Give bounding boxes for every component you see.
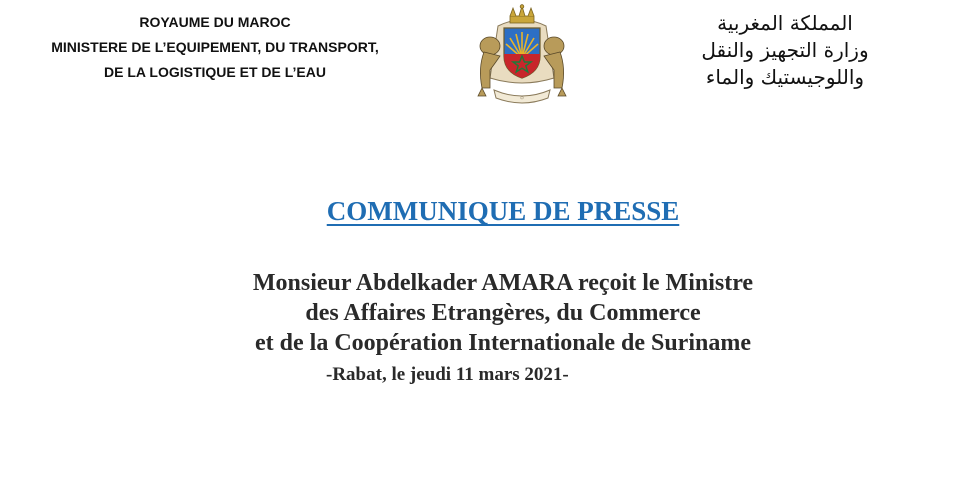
kingdom-name-fr: ROYAUME DU MAROC <box>139 14 291 30</box>
dateline: -Rabat, le jeudi 11 mars 2021- <box>326 364 569 385</box>
subtitle-line3: et de la Coopération Internationale de Suriname <box>255 330 751 356</box>
press-release-title: COMMUNIQUE DE PRESSE <box>326 196 680 226</box>
ministry-name-fr-line1: MINISTERE DE L’EQUIPEMENT, DU TRANSPORT, <box>51 39 379 55</box>
ministry-header-french <box>20 10 410 85</box>
svg-text:۞: ۞ <box>520 94 524 101</box>
coat-of-arms-icon <box>468 4 576 106</box>
subtitle-line2: des Affaires Etrangères, du Commerce <box>305 300 701 326</box>
press-release-subtitle <box>0 268 960 358</box>
ministry-header-arabic <box>640 10 930 91</box>
ministry-name-ar-line2: واللوجيستيك والماء <box>705 65 865 89</box>
ministry-name-fr-line2: DE LA LOGISTIQUE ET DE L’EAU <box>104 64 326 80</box>
ministry-name-ar-line1: وزارة التجهيز والنقل <box>701 38 869 62</box>
kingdom-name-ar: المملكة المغربية <box>717 11 853 35</box>
subtitle-line1: Monsieur Abdelkader AMARA reçoit le Ministre <box>252 270 754 296</box>
